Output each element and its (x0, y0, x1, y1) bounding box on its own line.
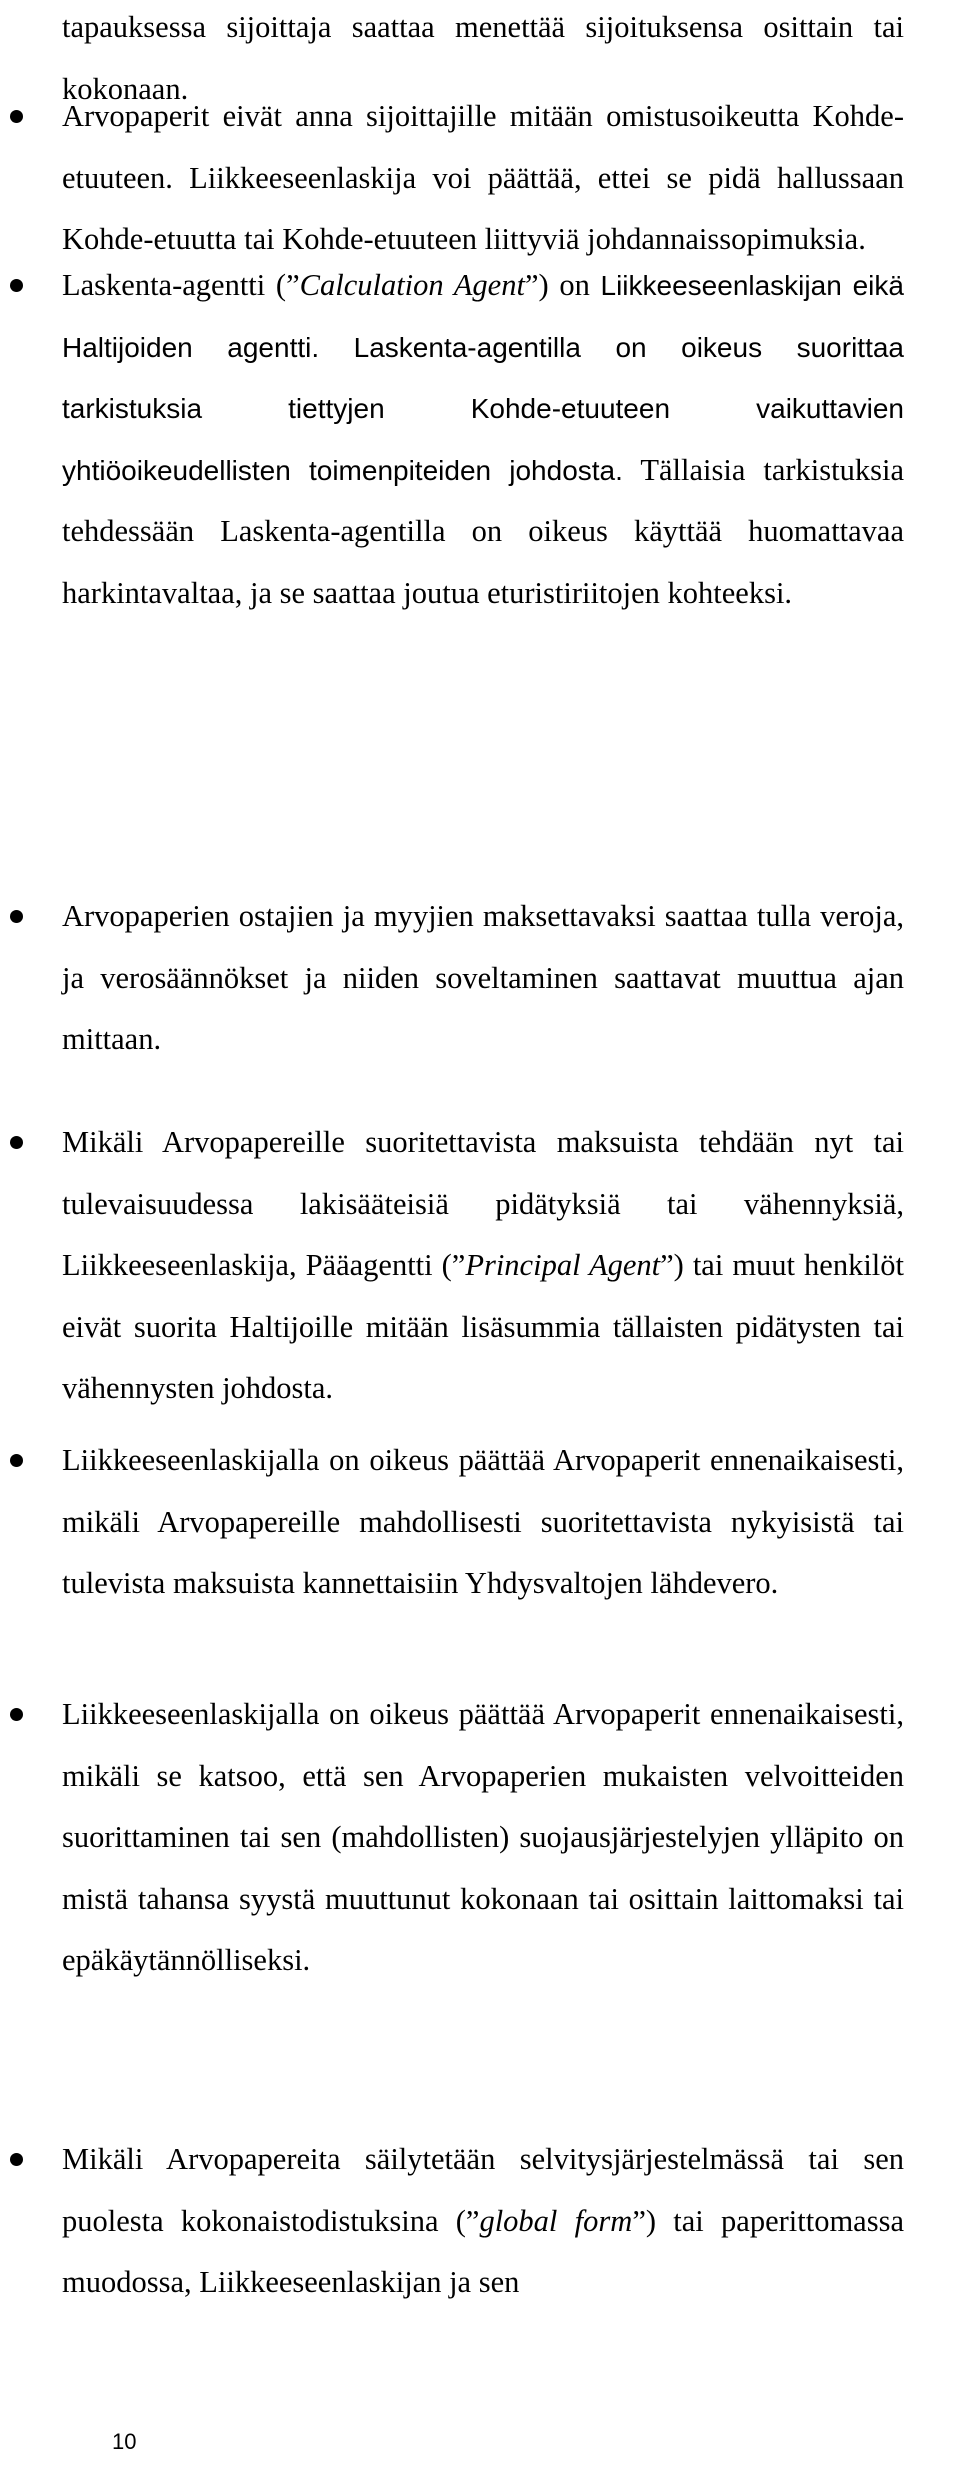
text-run: Tällaisia tarkistuksia tehdessään Laskenta-agentilla on oikeus käyttää huomattavaa harkintavaltaa, ja se saattaa joutua eturistiriitojen kohteeksi. (62, 452, 904, 610)
text-run: ”) tai paperittomassa muodossa, Liikkeeseenlaskijan ja sen (62, 2203, 904, 2299)
italic-term: Principal Agent (465, 1248, 661, 1282)
list-item-text (62, 1112, 904, 1420)
bullet-icon (10, 279, 23, 292)
text-run: Mikäli Arvopapereille suoritettavista maksuista tehdään nyt tai tulevaisuudessa lakisääteisiä pidätyksiä tai vähennyksiä, Liikkeeseenlaskija, Pääagentti (” (62, 1125, 904, 1282)
intro-paragraph: tapauksessa sijoittaja saattaa menettää sijoituksensa osittain tai kokonaan. (62, 10, 904, 106)
text-run: ”) tai muut henkilöt eivät suorita Haltijoille mitään lisäsummia tällaisten pidätysten tai vähennysten johdosta. (62, 1248, 904, 1405)
italic-term: global form (479, 2203, 633, 2238)
bullet-icon (10, 1136, 23, 1149)
list-item-text: Arvopaperit eivät anna sijoittajille mitään omistusoikeutta Kohde-etuuteen. Liikkeeseenlaskija voi päättää, ettei se pidä hallussaan Kohde-etuutta tai Kohde-etuuteen liittyviä johdannaissopimuksia. (62, 99, 904, 256)
text-run: Liikkeeseenlaskijan eikä Haltijoiden agentti. Laskenta-agentilla on oikeus suorittaa tarkistuksia tiettyjen Kohde-etuuteen vaikuttavien yhtiöoikeudellisten toimenpiteiden johdosta. (62, 270, 904, 486)
italic-term: Calculation Agent (299, 268, 525, 302)
text-run: ”) on (524, 268, 601, 302)
bullet-icon (10, 2153, 23, 2166)
list-item-text: Arvopaperien ostajien ja myyjien maksettavaksi saattaa tulla veroja, ja verosäännökset ja niiden soveltaminen saattavat muuttua ajan mittaan. (62, 899, 904, 1056)
bullet-icon (10, 1708, 23, 1721)
bullet-icon (10, 910, 23, 923)
list-item-text (62, 2129, 904, 2314)
list-item-text: Liikkeeseenlaskijalla on oikeus päättää Arvopaperit ennenaikaisesti, mikäli se katsoo, että sen Arvopaperien mukaisten velvoitteiden suorittaminen tai sen (mahdollisten) suojausjärjestelyjen ylläpito on mistä tahansa syystä muuttunut kokonaan tai osittain laittomaksi tai epäkäytännölliseksi. (62, 1697, 904, 1977)
text-run: Laskenta-agentti (” (62, 268, 300, 302)
bullet-icon (10, 1454, 23, 1467)
text-run: Mikäli Arvopapereita säilytetään selvitysjärjestelmässä tai sen puolesta kokonaistodistuksina (” (62, 2142, 904, 2238)
bullet-icon (10, 110, 23, 123)
list-item-text (62, 255, 904, 624)
list-item-text: Liikkeeseenlaskijalla on oikeus päättää Arvopaperit ennenaikaisesti, mikäli Arvopapereille mahdollisesti suoritettavista nykyisistä tai tulevista maksuista kannettaisiin Yhdysvaltojen lähdevero. (62, 1443, 904, 1600)
page-number: 10 (112, 2429, 137, 2454)
